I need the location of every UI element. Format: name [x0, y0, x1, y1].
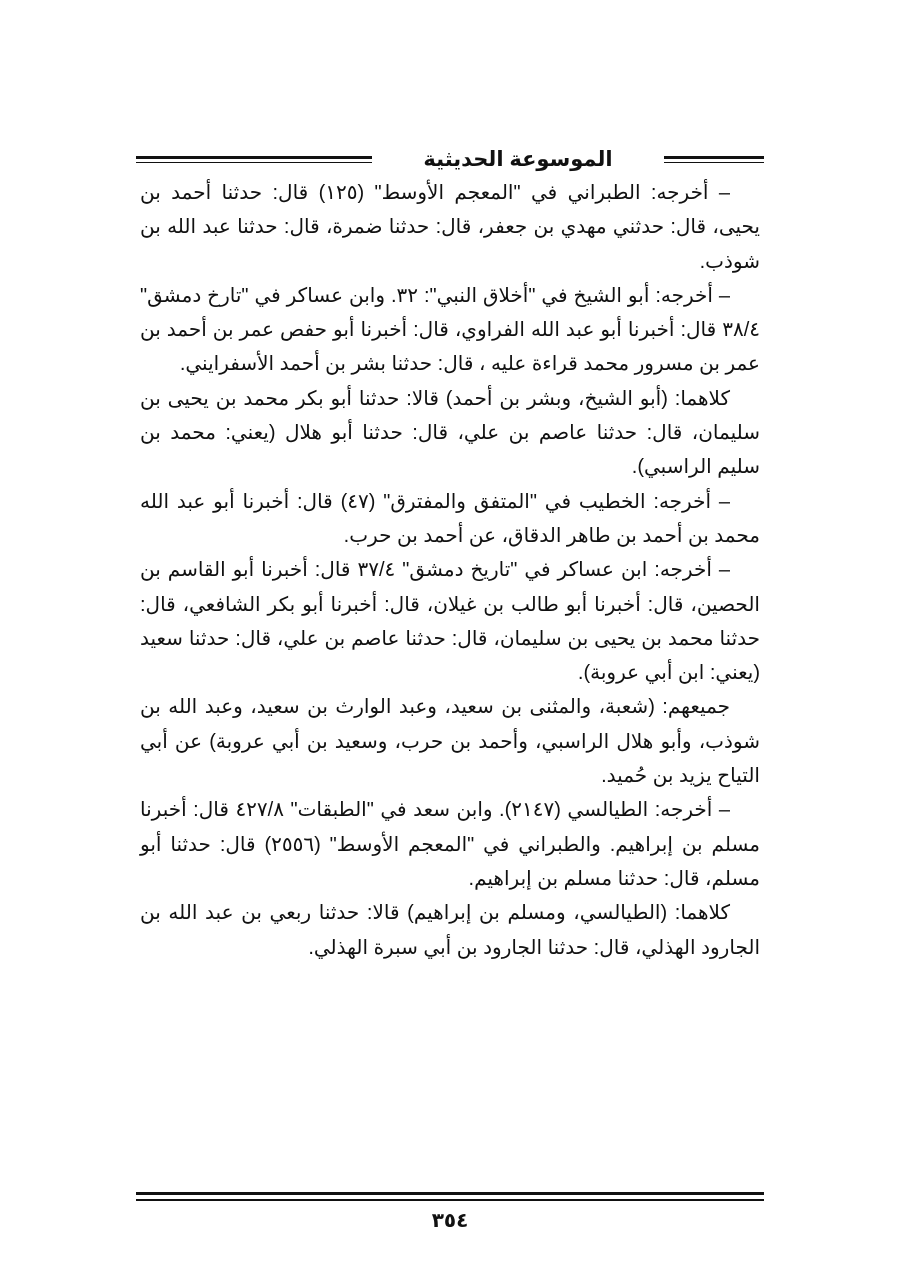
paragraph: – أخرجه: ابن عساكر في "تاريخ دمشق" ٣٧/٤ قال: أخبرنا أبو القاسم بن الحصين، قال: أخبرنا أبو طالب بن غيلان، قال: أخبرنا أبو بكر الشافعي، قال: حدثنا محمد بن يحيى بن سليمان، قال: حدثنا عاصم بن علي، قال: حدثنا سعيد (يعني: ابن أبي عروبة).	[140, 559, 761, 685]
paragraph: – أخرجه: الطبراني في "المعجم الأوسط" (١٢٥) قال: حدثنا أحمد بن يحيى، قال: حدثني مهدي بن جعفر، قال: حدثنا ضمرة، قال: حدثنا عبد الله بن شوذب.	[140, 182, 760, 273]
running-header	[136, 146, 764, 174]
paragraph: كلاهما: (الطيالسي، ومسلم بن إبراهيم) قالا: حدثنا ربعي بن عبد الله بن الجارود الهذلي، قال: حدثنا الجارود بن أبي سبرة الهذلي.	[140, 902, 760, 959]
page-body	[140, 176, 760, 965]
header-rule-right	[664, 156, 764, 164]
paragraph: – أخرجه: الخطيب في "المتفق والمفترق" (٤٧) قال: أخبرنا أبو عبد الله محمد بن أحمد بن طاهر الدقاق، عن أحمد بن حرب.	[140, 490, 760, 547]
header-rule-left	[136, 156, 372, 164]
paragraph: جميعهم: (شعبة، والمثنى بن سعيد، وعبد الوارث بن سعيد، وعبد الله بن شوذب، وأبو هلال الراسبي، وأحمد بن حرب، وسعيد بن أبي عروبة) عن أبي التياح يزيد بن حُميد.	[140, 696, 760, 788]
paragraph: – أخرجه: أبو الشيخ في "أخلاق النبي": ٣٢. وابن عساكر في "تارخ دمشق" ٣٨/٤ قال: أخبرنا أبو عبد الله الفراوي، قال: أخبرنا أبو حفص عمر بن أحمد بن عمر بن مسرور محمد قراءة عليه ، قال: حدثنا بشر بن أحمد الأسفرايني.	[140, 284, 760, 376]
footer-rule	[136, 1192, 764, 1202]
page-number: ٣٥٤	[431, 1210, 469, 1232]
paragraph: كلاهما: (أبو الشيخ، وبشر بن أحمد) قالا: حدثنا أبو بكر محمد بن يحيى بن سليمان، قال: حدثنا عاصم بن علي، قال: حدثنا أبو هلال (يعني: محمد بن سليم الراسبي).	[140, 387, 760, 479]
paragraph: – أخرجه: الطيالسي (٢١٤٧). وابن سعد في "الطبقات" ٤٢٧/٨ قال: أخبرنا مسلم بن إبراهيم. والطبراني في "المعجم الأوسط" (٢٥٥٦) قال: حدثنا أبو مسلم، قال: حدثنا مسلم بن إبراهيم.	[140, 799, 760, 890]
book-title: الموسوعة الحديثية	[423, 148, 613, 171]
